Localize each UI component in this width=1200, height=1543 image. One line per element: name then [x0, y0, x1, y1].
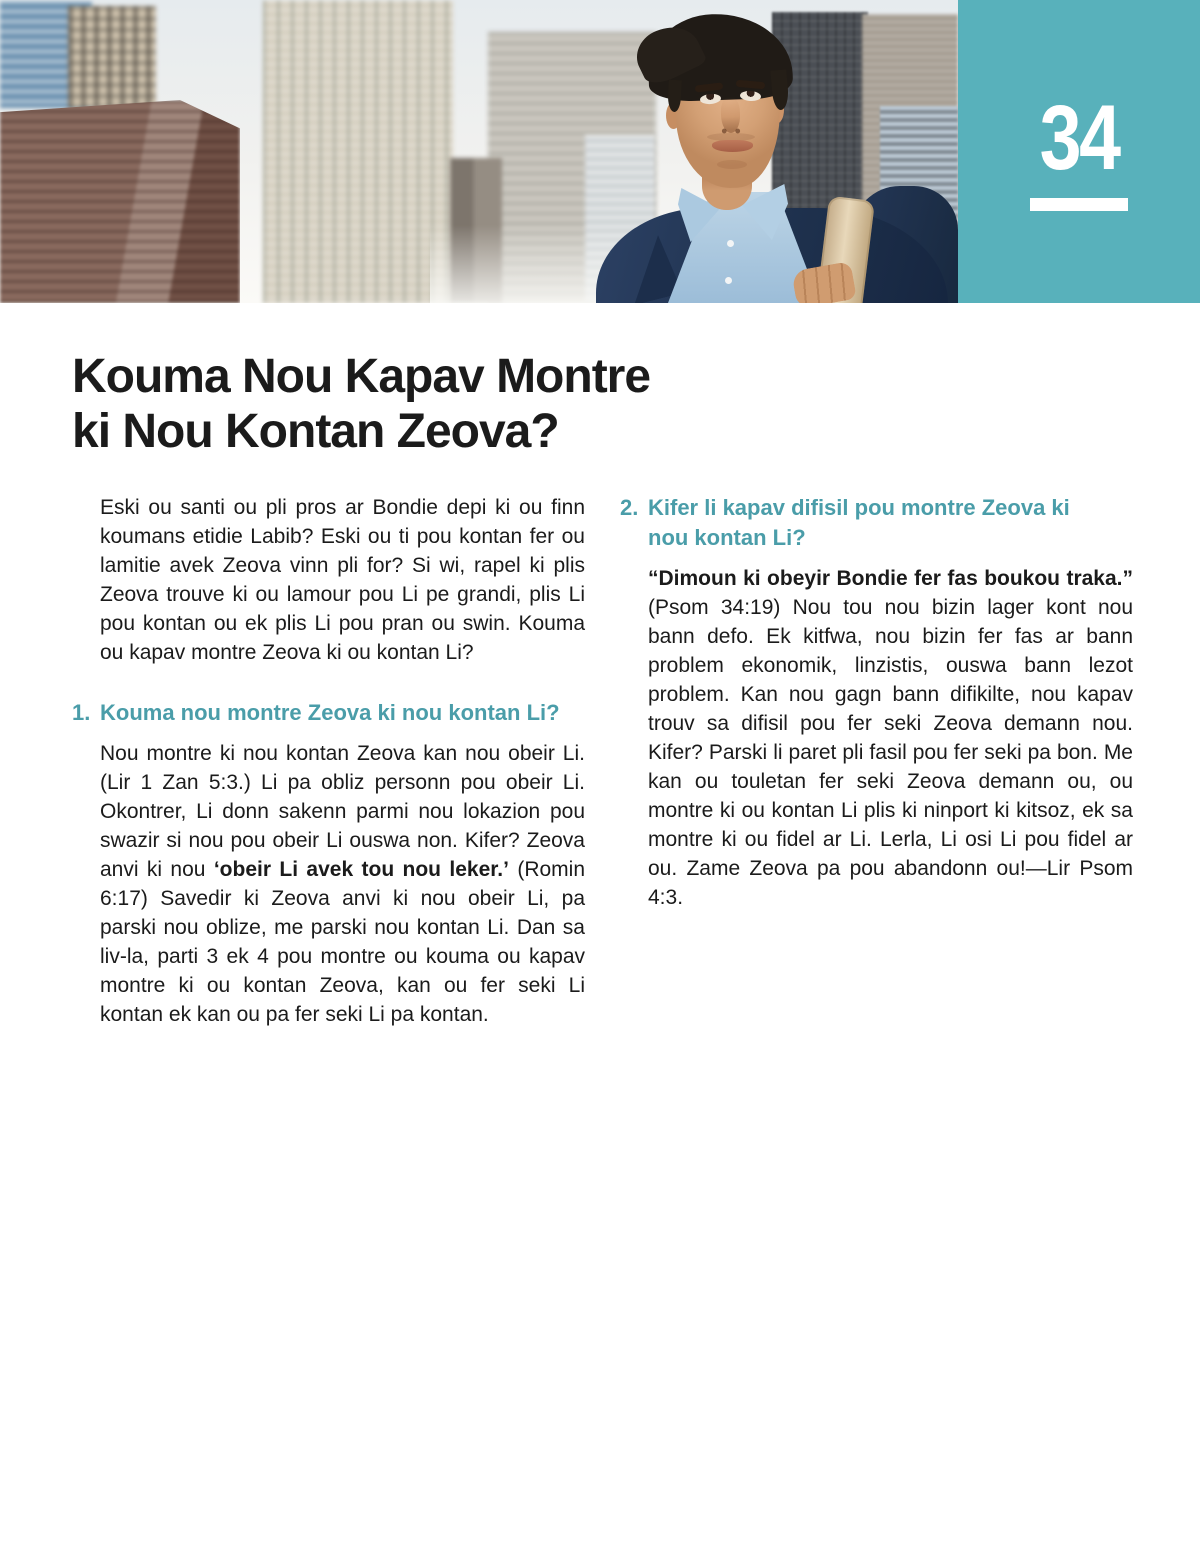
hero-photo: [0, 0, 958, 303]
column-right: [620, 493, 1133, 1029]
chapter-number: 34: [1039, 87, 1119, 189]
building-maroon: [0, 100, 240, 303]
building-cream-twin: [68, 6, 156, 108]
chapter-number-box: [958, 0, 1200, 303]
intro-paragraph: Eski ou santi ou pli pros ar Bondie depi ki ou finn koumans etidie Labib? Eski ou ti pou kontan fer ou lamitie avek Zeova vinn pli for? Si wi, rapel ki plis Zeova trouve ki ou lamour pou Li pe grandi, plis Li pou kontan ou ek plis Li pou pran ou swin. Kouma ou kapav montre Zeova ki ou kontan Li?: [100, 496, 585, 664]
section-2-heading-text: Kifer li kapav difisil pou montre Zeova ki nou kontan Li?: [648, 495, 1070, 550]
page-title-line-2: ki Nou Kontan Zeova?: [72, 405, 559, 458]
section-1-paragraph: Nou montre ki nou kontan Zeova kan nou obeir Li. (Lir 1 Zan 5:3.) Li pa obliz personn pou obeir Li. Okontrer, Li donn sakenn parmi nou lokazion pou swazir si nou pou obeir Li ouswa non. Kifer? Zeova anvi ki nou ‘obeir Li avek tou nou leker.’ (Romin 6:17) Savedir ki Zeova anvi ki nou obeir Li, pa parski nou oblize, me parski nou kontan Li. Dan sa liv-la, parti 3 ek 4 pou montre ou kouma ou kapav montre ki ou kontan Zeova, kan ou fer seki Li kontan ek kan ou pa fer seki Li pa kontan.: [100, 742, 585, 1026]
two-column-layout: [72, 493, 1200, 1029]
shirt-button: [727, 240, 734, 247]
shirt-button: [725, 277, 732, 284]
section-1-heading-text: Kouma nou montre Zeova ki nou kontan Li?: [100, 700, 560, 725]
chapter-underline: [1030, 198, 1128, 211]
section-1-number: 1.: [72, 700, 91, 725]
man-lips: [712, 140, 753, 152]
building-cream-tower: [263, 0, 453, 303]
page-title: [72, 349, 1200, 459]
column-left: [72, 493, 585, 1029]
section-2-number: 2.: [620, 495, 639, 520]
hero-banner: [0, 0, 1200, 303]
section-1-heading: [72, 698, 585, 728]
section-2-paragraph: “Dimoun ki obeyir Bondie fer fas boukou traka.” (Psom 34:19) Nou tou nou bizin lager kont nou bann defo. Ek kitfwa, nou bizin fer fas ar bann problem ekonomik, linzistis, ouswa bann lezot problem. Kan nou gagn bann difikilte, nou kapav trouv sa difisil pou fer seki Zeova demann nou. Kifer? Parski li paret pli fasil pou fer seki pa bon. Me kan ou touletan fer seki Zeova demann ou, ou montre ki ou kontan Li plis ki ninport ki kitsoz, ek sa montre ki ou fidel ar Li. Lerla, Li osi Li pou fidel ar ou. Zame Zeova pa pou abandonn ou!—Lir Psom 4:3.: [648, 567, 1133, 909]
section-2-heading: [620, 493, 1103, 553]
page-title-line-1: Kouma Nou Kapav Montre: [72, 350, 651, 403]
man-chin-shadow: [717, 160, 747, 169]
